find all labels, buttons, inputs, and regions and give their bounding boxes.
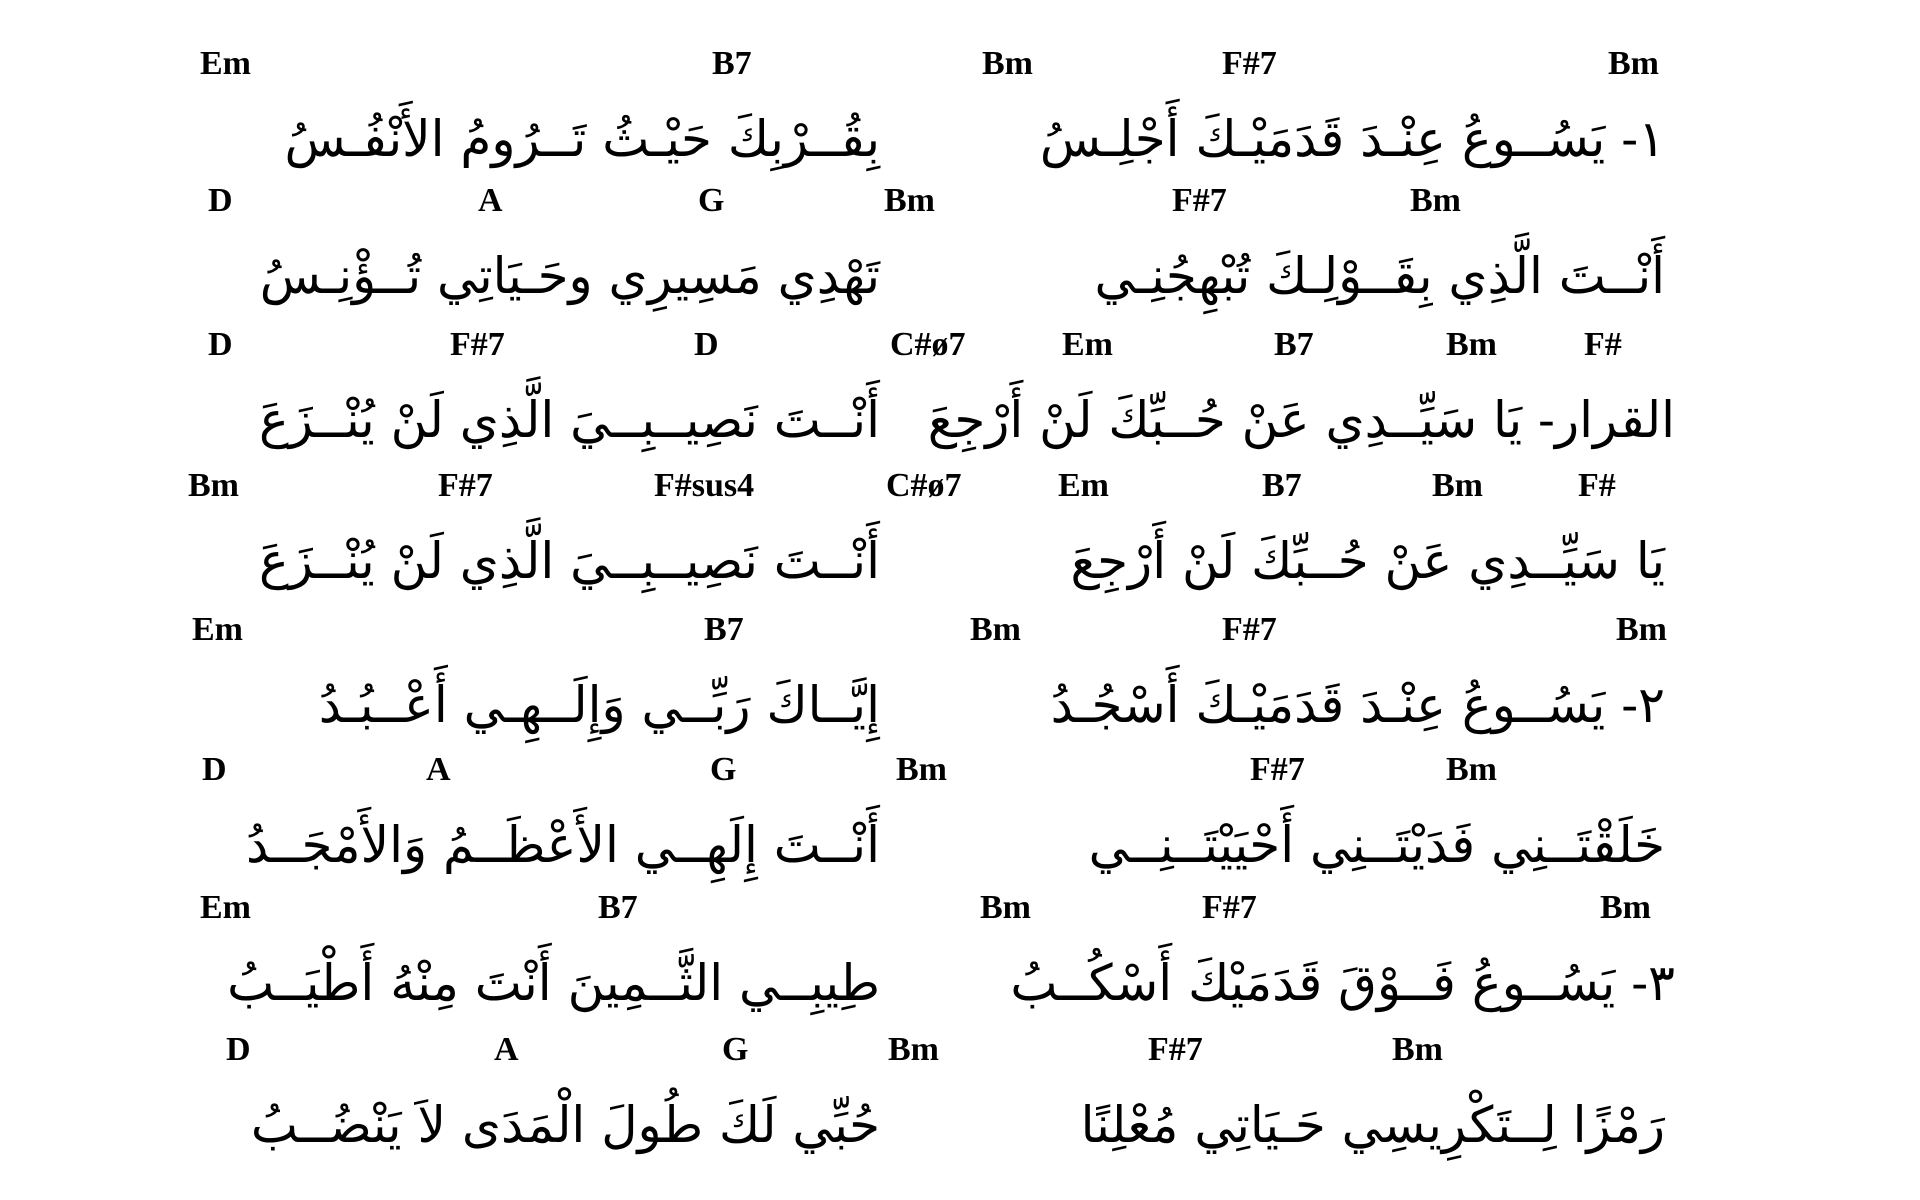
chord-label: F#7 bbox=[1172, 182, 1227, 219]
chord-label: B7 bbox=[598, 889, 638, 926]
song-line-3 bbox=[0, 325, 1920, 465]
chord-row bbox=[0, 181, 1920, 241]
chord-label: Bm bbox=[1608, 45, 1659, 82]
lyric-second-hemistich: طِيبِــي الثَّــمِينَ أَنْتَ مِنْهُ أَطْيَــبُ bbox=[227, 954, 880, 1012]
chord-label: D bbox=[208, 182, 233, 219]
chord-row bbox=[0, 325, 1920, 385]
lyric-row bbox=[0, 241, 1920, 321]
chord-label: Bm bbox=[1616, 611, 1667, 648]
chord-label: G bbox=[722, 1031, 749, 1068]
chord-row bbox=[0, 1030, 1920, 1090]
song-line-8 bbox=[0, 1030, 1920, 1170]
song-line-2 bbox=[0, 181, 1920, 321]
chord-label: Em bbox=[1062, 326, 1113, 363]
chord-label: Bm bbox=[980, 889, 1031, 926]
chord-row bbox=[0, 750, 1920, 810]
lyric-first-hemistich: ٢- يَسُــوعُ عِنْـدَ قَدَمَيْـكَ أَسْجُـدُ bbox=[1050, 676, 1665, 734]
chord-label: Bm bbox=[982, 45, 1033, 82]
chord-label: Em bbox=[200, 45, 251, 82]
lyric-row bbox=[0, 670, 1920, 750]
chord-row bbox=[0, 888, 1920, 948]
chord-label: A bbox=[426, 751, 451, 788]
chord-label: Bm bbox=[1446, 326, 1497, 363]
lyric-first-hemistich: القرار- يَا سَيِّــدِي عَنْ حُــبِّكَ لَنْ أَرْجِعَ bbox=[927, 391, 1675, 449]
song-line-5 bbox=[0, 610, 1920, 750]
lyric-first-hemistich: رَمْزًا لِــتَكْرِيسِي حَـيَاتِي مُعْلِنًا bbox=[1080, 1096, 1665, 1154]
lyric-second-hemistich: أَنْــتَ نَصِيــبِــيَ الَّذِي لَنْ يُنْــزَعَ bbox=[258, 532, 880, 590]
lyric-second-hemistich: أَنْــتَ إِلَهِــي الأَعْظَــمُ وَالأَمْجَــدُ bbox=[245, 816, 880, 874]
chord-label: F# bbox=[1578, 467, 1616, 504]
chord-label: F#7 bbox=[1222, 45, 1277, 82]
lyric-second-hemistich: تَهْدِي مَسِيرِي وحَـيَاتِي تُــؤْنِـسُ bbox=[259, 247, 880, 305]
chord-label: Bm bbox=[1600, 889, 1651, 926]
chord-label: F#7 bbox=[1250, 751, 1305, 788]
chord-label: B7 bbox=[1274, 326, 1314, 363]
chord-label: B7 bbox=[1262, 467, 1302, 504]
lyric-row bbox=[0, 1090, 1920, 1170]
lyric-row bbox=[0, 526, 1920, 606]
chord-label: G bbox=[710, 751, 737, 788]
chord-label: Bm bbox=[1432, 467, 1483, 504]
chord-label: D bbox=[202, 751, 227, 788]
chord-row bbox=[0, 44, 1920, 104]
chord-label: Bm bbox=[188, 467, 239, 504]
chord-label: A bbox=[494, 1031, 519, 1068]
chord-label: Bm bbox=[896, 751, 947, 788]
chord-label: F#sus4 bbox=[654, 467, 755, 504]
chord-label: F#7 bbox=[438, 467, 493, 504]
chord-label: D bbox=[694, 326, 719, 363]
chord-label: Bm bbox=[1392, 1031, 1443, 1068]
chord-label: Bm bbox=[888, 1031, 939, 1068]
chord-row bbox=[0, 466, 1920, 526]
lyric-row bbox=[0, 810, 1920, 890]
lyric-first-hemistich: يَا سَيِّــدِي عَنْ حُــبِّكَ لَنْ أَرْجِعَ bbox=[1070, 532, 1665, 590]
song-line-6 bbox=[0, 750, 1920, 890]
lyric-first-hemistich: ٣- يَسُــوعُ فَــوْقَ قَدَمَيْكَ أَسْكُــبُ bbox=[1010, 954, 1675, 1012]
chord-label: Bm bbox=[1446, 751, 1497, 788]
chord-label: C#ø7 bbox=[886, 467, 962, 504]
chord-label: F#7 bbox=[1202, 889, 1257, 926]
lyric-row bbox=[0, 948, 1920, 1028]
lyric-first-hemistich: خَلَقْتَــنِي فَدَيْتَــنِي أَحْيَيْتَــنِــي bbox=[1088, 816, 1665, 874]
song-line-7 bbox=[0, 888, 1920, 1028]
chord-label: Em bbox=[1058, 467, 1109, 504]
chord-label: D bbox=[226, 1031, 251, 1068]
lyric-row bbox=[0, 385, 1920, 465]
lyric-first-hemistich: ١- يَسُــوعُ عِنْـدَ قَدَمَيْـكَ أَجْلِـسُ bbox=[1039, 110, 1665, 168]
chord-label: F#7 bbox=[1222, 611, 1277, 648]
lyric-row bbox=[0, 104, 1920, 184]
chord-label: Bm bbox=[1410, 182, 1461, 219]
chord-row bbox=[0, 610, 1920, 670]
song-line-1 bbox=[0, 44, 1920, 184]
lyric-second-hemistich: إِيَّــاكَ رَبِّــي وَإِلَــهِـي أَعْــبُـدُ bbox=[318, 676, 880, 734]
chord-label: B7 bbox=[704, 611, 744, 648]
chord-label: F# bbox=[1584, 326, 1622, 363]
lyric-second-hemistich: أَنْــتَ نَصِيــبِــيَ الَّذِي لَنْ يُنْــزَعَ bbox=[258, 391, 880, 449]
chord-label: A bbox=[478, 182, 503, 219]
chord-label: G bbox=[698, 182, 725, 219]
chord-label: F#7 bbox=[1148, 1031, 1203, 1068]
chord-label: Bm bbox=[970, 611, 1021, 648]
chord-label: Em bbox=[200, 889, 251, 926]
chord-label: Em bbox=[192, 611, 243, 648]
chord-label: B7 bbox=[712, 45, 752, 82]
chord-label: D bbox=[208, 326, 233, 363]
chord-label: Bm bbox=[884, 182, 935, 219]
chord-label: F#7 bbox=[450, 326, 505, 363]
chord-label: C#ø7 bbox=[890, 326, 966, 363]
lyric-second-hemistich: حُبِّي لَكَ طُولَ الْمَدَى لاَ يَنْضُــبُ bbox=[250, 1096, 880, 1154]
song-line-4 bbox=[0, 466, 1920, 606]
lyric-first-hemistich: أَنْــتَ الَّذِي بِقَــوْلِـكَ تُبْهِجُنِـي bbox=[1094, 247, 1665, 305]
lyric-second-hemistich: بِقُــرْبِكَ حَيْـثُ تَــرُومُ الأَنْفُـسُ bbox=[284, 110, 880, 168]
